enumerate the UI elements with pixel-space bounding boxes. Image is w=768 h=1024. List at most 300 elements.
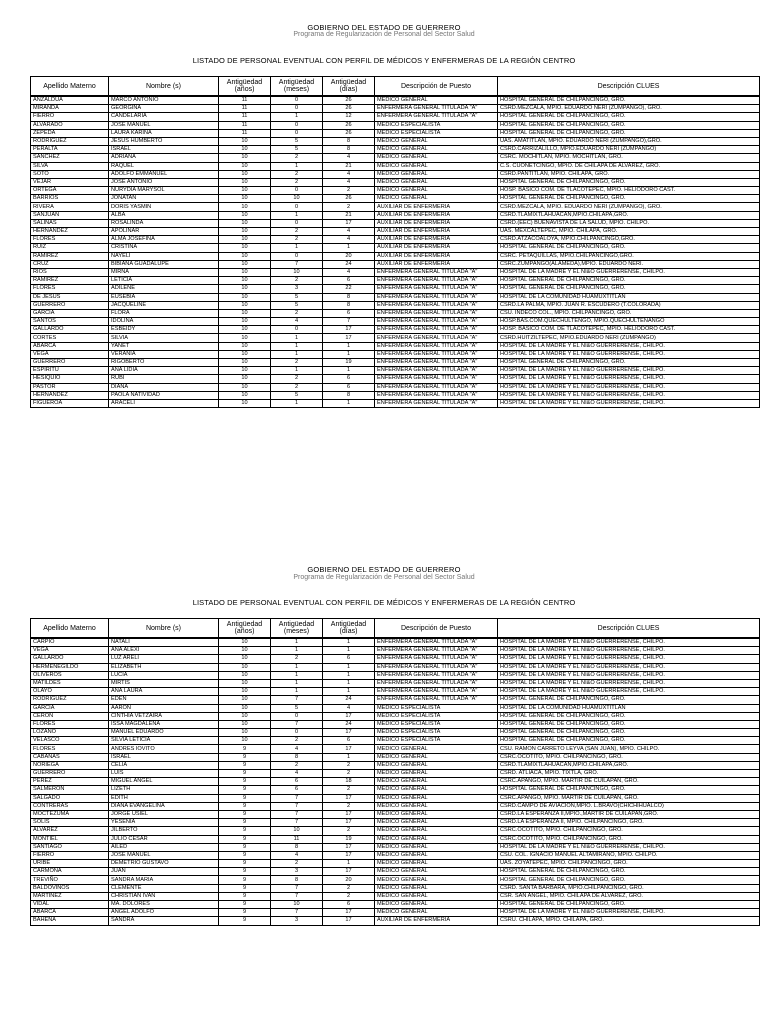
descripcion-clues-cell: HOSP.BAS.COM.QUECHULTENGO, MPIO.QUECHULTENANGO	[498, 318, 760, 326]
antiguedad-dias-cell: 21	[323, 211, 375, 219]
descripcion-clues-cell: CSRD.(EEC) BUENAVISTA DE LA SALUD, MPIO. CHILPO.	[498, 219, 760, 227]
nombre-cell: ELIZABETH	[109, 663, 219, 671]
descripcion-puesto-cell: MEDICO ESPECIALISTA	[375, 720, 498, 728]
table-row	[31, 252, 760, 260]
descripcion-clues-cell: CSRD.MEZCALA, MPIO. EDUARDO NERI (ZUMPANGO), GRO.	[498, 203, 760, 211]
antiguedad-meses-cell: 1	[271, 679, 323, 687]
antiguedad-anos-cell: 10	[219, 391, 271, 399]
apellido-materno-cell: BALDOVINOS	[31, 884, 109, 892]
descripcion-clues-cell: CSU. COL. IGNACIO MANUEL ALTAMIRANO, MPIO. CHILPO.	[498, 851, 760, 859]
apellido-materno-cell: TREVIÑO	[31, 876, 109, 884]
table-row	[31, 277, 760, 285]
antiguedad-dias-cell: 17	[323, 794, 375, 802]
apellido-materno-cell: FIGUEROA	[31, 399, 109, 407]
antiguedad-meses-cell: 0	[271, 729, 323, 737]
descripcion-puesto-cell: ENFERMERA GENERAL TITULADA "A"	[375, 285, 498, 293]
descripcion-clues-cell: CSRC.ZUMPANGO(ALAMEDA),MPIO. EDUARDO NERI.	[498, 260, 760, 268]
antiguedad-dias-cell: 4	[323, 704, 375, 712]
descripcion-clues-cell: CSU. INDECO COL., MPIO. CHILPANCINGO, GRO.	[498, 309, 760, 317]
antiguedad-anos-cell: 10	[219, 704, 271, 712]
descripcion-clues-cell: HOSPITAL DE LA MADRE Y EL NI&O GUERRERENSE, CHILPO.	[498, 688, 760, 696]
descripcion-puesto-cell: ENFERMERA GENERAL TITULADA "A"	[375, 293, 498, 301]
descripcion-clues-cell: CSRC.APANGO, MPIO. MARTIR DE CUILAPAN, GRO.	[498, 778, 760, 786]
apellido-materno-cell: RIVERA	[31, 203, 109, 211]
table-row	[31, 228, 760, 236]
table-row	[31, 884, 760, 892]
apellido-materno-cell: RODRIGUEZ	[31, 696, 109, 704]
antiguedad-dias-cell: 26	[323, 105, 375, 113]
nombre-cell: SILVIA	[109, 334, 219, 342]
antiguedad-dias-cell: 1	[323, 753, 375, 761]
antiguedad-meses-cell: 1	[271, 334, 323, 342]
table-row	[31, 655, 760, 663]
descripcion-puesto-cell: AUXILIAR DE ENFERMERIA	[375, 203, 498, 211]
nombre-cell: APOLINAR	[109, 228, 219, 236]
antiguedad-dias-cell: 18	[323, 778, 375, 786]
table-row	[31, 737, 760, 745]
table-row	[31, 786, 760, 794]
apellido-materno-cell: HERNANDEZ	[31, 228, 109, 236]
table-row	[31, 359, 760, 367]
descripcion-puesto-cell: MEDICO GENERAL	[375, 96, 498, 105]
apellido-materno-cell: SALGADO	[31, 794, 109, 802]
descripcion-puesto-cell: MEDICO GENERAL	[375, 170, 498, 178]
apellido-materno-cell: SOTO	[31, 170, 109, 178]
nombre-cell: JACQUELINE	[109, 301, 219, 309]
antiguedad-dias-cell: 22	[323, 285, 375, 293]
antiguedad-dias-cell: 17	[323, 909, 375, 917]
antiguedad-anos-cell: 10	[219, 679, 271, 687]
apellido-materno-cell: VEJAR	[31, 178, 109, 186]
program-subtitle: Programa de Regularización de Personal del Sector Salud	[293, 31, 475, 38]
table-row	[31, 195, 760, 203]
antiguedad-meses-cell: 7	[271, 720, 323, 728]
antiguedad-anos-cell: 10	[219, 154, 271, 162]
personnel-table	[30, 76, 760, 408]
descripcion-puesto-cell: MEDICO GENERAL	[375, 794, 498, 802]
nombre-cell: CANDELARIA	[109, 113, 219, 121]
antiguedad-anos-cell: 9	[219, 917, 271, 925]
table-row	[31, 375, 760, 383]
antiguedad-meses-cell: 2	[271, 359, 323, 367]
antiguedad-meses-cell: 0	[271, 219, 323, 227]
descripcion-clues-cell: CSRC.OCOTITO, MPIO. CHILPANCINGO, GRO.	[498, 827, 760, 835]
antiguedad-anos-cell: 10	[219, 367, 271, 375]
antiguedad-anos-cell: 9	[219, 786, 271, 794]
descripcion-clues-cell: HOSPITAL DE LA COMUNIDAD HUAMUXTITLAN	[498, 293, 760, 301]
antiguedad-meses-cell: 5	[271, 137, 323, 145]
antiguedad-dias-cell: 1	[323, 399, 375, 407]
nombre-cell: SANDRA	[109, 917, 219, 925]
nombre-cell: MIRNA	[109, 268, 219, 276]
descripcion-clues-cell: HOSPITAL GENERAL DE CHILPANCINGO, GRO.	[498, 129, 760, 137]
descripcion-clues-cell: CSRC.OCOTITO, MPIO. CHILPANCINGO, GRO.	[498, 835, 760, 843]
antiguedad-anos-cell: 10	[219, 260, 271, 268]
table-row	[31, 170, 760, 178]
apellido-materno-cell: BARRIOS	[31, 195, 109, 203]
descripcion-clues-cell: HOSPITAL DE LA MADRE Y EL NI&O GUERRERENSE, CHILPO.	[498, 268, 760, 276]
descripcion-puesto-cell: MEDICO GENERAL	[375, 137, 498, 145]
apellido-materno-cell: GARCIA	[31, 309, 109, 317]
apellido-materno-cell: ABARCA	[31, 342, 109, 350]
apellido-materno-cell: RUIZ	[31, 244, 109, 252]
antiguedad-meses-cell: 4	[271, 318, 323, 326]
nombre-cell: ISSA MAGDALENA	[109, 720, 219, 728]
apellido-materno-cell: OLIVEROS	[31, 671, 109, 679]
descripcion-puesto-cell: ENFERMERA GENERAL TITULADA "A"	[375, 334, 498, 342]
antiguedad-dias-cell: 8	[323, 146, 375, 154]
descripcion-clues-cell: HOSPITAL GENERAL DE CHILPANCINGO, GRO.	[498, 901, 760, 909]
descripcion-puesto-cell: MEDICO GENERAL	[375, 892, 498, 900]
antiguedad-meses-cell: 7	[271, 794, 323, 802]
apellido-materno-cell: ORTEGA	[31, 187, 109, 195]
nombre-cell: ANGEL ADOLFO	[109, 909, 219, 917]
antiguedad-anos-cell: 9	[219, 802, 271, 810]
antiguedad-meses-cell: 0	[271, 326, 323, 334]
antiguedad-dias-cell: 4	[323, 228, 375, 236]
descripcion-clues-cell: HOSPITAL DE LA MADRE Y EL NI&O GUERRERENSE, CHILPO.	[498, 679, 760, 687]
antiguedad-anos-cell: 11	[219, 96, 271, 105]
col-antiguedad-dias: Antigüedad (días)	[323, 77, 375, 97]
table-row	[31, 794, 760, 802]
antiguedad-anos-cell: 9	[219, 892, 271, 900]
nombre-cell: JUAN	[109, 868, 219, 876]
table-row	[31, 342, 760, 350]
antiguedad-anos-cell: 10	[219, 187, 271, 195]
antiguedad-meses-cell: 1	[271, 671, 323, 679]
nombre-cell: CELIA	[109, 761, 219, 769]
table-row	[31, 146, 760, 154]
antiguedad-dias-cell: 4	[323, 178, 375, 186]
antiguedad-dias-cell: 26	[323, 96, 375, 105]
descripcion-puesto-cell: MEDICO GENERAL	[375, 778, 498, 786]
nombre-cell: DIANA EVANGELINA	[109, 802, 219, 810]
descripcion-clues-cell: HOSPITAL DE LA MADRE Y EL NI&O GUERRERENSE, CHILPO.	[498, 367, 760, 375]
nombre-cell: YANET	[109, 342, 219, 350]
nombre-cell: ISRAEL	[109, 146, 219, 154]
antiguedad-meses-cell: 1	[271, 647, 323, 655]
nombre-cell: RIGOBERTO	[109, 359, 219, 367]
antiguedad-anos-cell: 10	[219, 285, 271, 293]
apellido-materno-cell: SANTIAGO	[31, 843, 109, 851]
descripcion-puesto-cell: ENFERMERA GENERAL TITULADA "A"	[375, 679, 498, 687]
antiguedad-dias-cell: 17	[323, 729, 375, 737]
nombre-cell: LUCIA	[109, 671, 219, 679]
antiguedad-anos-cell: 10	[219, 318, 271, 326]
table-row	[31, 96, 760, 105]
table-row	[31, 219, 760, 227]
antiguedad-meses-cell: 3	[271, 868, 323, 876]
descripcion-clues-cell: CSRC. MOCHITLAN, MPIO. MOCHITLAN, GRO.	[498, 154, 760, 162]
antiguedad-meses-cell: 7	[271, 884, 323, 892]
antiguedad-meses-cell: 7	[271, 696, 323, 704]
nombre-cell: ANA LAURA	[109, 688, 219, 696]
descripcion-clues-cell: CSRD.LA ESPERANZA II,MPIO.,MARTIR DE CUILAPAN,GRO.	[498, 810, 760, 818]
antiguedad-meses-cell: 4	[271, 851, 323, 859]
nombre-cell: LUZ ARELI	[109, 655, 219, 663]
apellido-materno-cell: MATILDES	[31, 679, 109, 687]
col-antiguedad-meses: Antigüedad (meses)	[271, 619, 323, 639]
nombre-cell: ROSALINDA	[109, 219, 219, 227]
descripcion-puesto-cell: ENFERMERA GENERAL TITULADA "A"	[375, 375, 498, 383]
antiguedad-anos-cell: 10	[219, 170, 271, 178]
descripcion-clues-cell: CSRC. PETAQUILLAS, MPIO.CHILPANCINGO,GRO.	[498, 252, 760, 260]
table-row	[31, 638, 760, 647]
table-row	[31, 778, 760, 786]
antiguedad-meses-cell: 1	[271, 688, 323, 696]
apellido-materno-cell: PERALTA	[31, 146, 109, 154]
nombre-cell: ARACELI	[109, 399, 219, 407]
nombre-cell: EUSEBIA	[109, 293, 219, 301]
apellido-materno-cell: GUERRERO	[31, 301, 109, 309]
antiguedad-anos-cell: 10	[219, 277, 271, 285]
antiguedad-meses-cell: 4	[271, 745, 323, 753]
descripcion-puesto-cell: MEDICO GENERAL	[375, 851, 498, 859]
antiguedad-dias-cell: 17	[323, 868, 375, 876]
descripcion-clues-cell: CSRD.PANTITLAN, MPIO. CHILAPA, GRO.	[498, 170, 760, 178]
descripcion-puesto-cell: MEDICO GENERAL	[375, 876, 498, 884]
antiguedad-anos-cell: 10	[219, 228, 271, 236]
nombre-cell: ANA LIDIA	[109, 367, 219, 375]
descripcion-clues-cell: CSRD.MEZCALA, MPIO. EDUARDO NERI (ZUMPANGO), GRO.	[498, 105, 760, 113]
table-row	[31, 260, 760, 268]
antiguedad-dias-cell: 19	[323, 835, 375, 843]
antiguedad-dias-cell: 2	[323, 802, 375, 810]
antiguedad-dias-cell: 4	[323, 170, 375, 178]
antiguedad-dias-cell: 17	[323, 819, 375, 827]
antiguedad-dias-cell: 1	[323, 860, 375, 868]
nombre-cell: MARCO ANTONIO	[109, 96, 219, 105]
antiguedad-dias-cell: 2	[323, 786, 375, 794]
col-antiguedad-dias: Antigüedad (días)	[323, 619, 375, 639]
nombre-cell: EDEN	[109, 696, 219, 704]
apellido-materno-cell: GALLARDO	[31, 326, 109, 334]
descripcion-clues-cell: CSRD.ATZACOALOYA, MPIO.CHILPANCINGO,GRO.	[498, 236, 760, 244]
table-row	[31, 671, 760, 679]
antiguedad-meses-cell: 0	[271, 712, 323, 720]
descripcion-puesto-cell: AUXILIAR DE ENFERMERIA	[375, 917, 498, 925]
antiguedad-meses-cell: 8	[271, 753, 323, 761]
table-row	[31, 729, 760, 737]
nombre-cell: ESBEIDY	[109, 326, 219, 334]
apellido-materno-cell: CARMONA	[31, 868, 109, 876]
apellido-materno-cell: FLORES	[31, 236, 109, 244]
descripcion-clues-cell: HOSPITAL DE LA MADRE Y EL NI&O GUERRERENSE, CHILPO.	[498, 350, 760, 358]
nombre-cell: AILED	[109, 843, 219, 851]
antiguedad-anos-cell: 9	[219, 876, 271, 884]
descripcion-puesto-cell: MEDICO ESPECIALISTA	[375, 737, 498, 745]
apellido-materno-cell: VEGA	[31, 647, 109, 655]
descripcion-clues-cell: HOSPITAL DE LA MADRE Y EL NI&O GUERRERENSE, CHILPO.	[498, 663, 760, 671]
nombre-cell: CRISTINA	[109, 244, 219, 252]
government-title: GOBIERNO DEL ESTADO DE GUERRERO	[307, 23, 461, 32]
apellido-materno-cell: PEREZ	[31, 778, 109, 786]
descripcion-puesto-cell: MEDICO ESPECIALISTA	[375, 121, 498, 129]
descripcion-puesto-cell: MEDICO GENERAL	[375, 154, 498, 162]
nombre-cell: ALBA	[109, 211, 219, 219]
table-row	[31, 399, 760, 407]
descripcion-puesto-cell: MEDICO GENERAL	[375, 909, 498, 917]
nombre-cell: GEORGINA	[109, 105, 219, 113]
apellido-materno-cell: MONTIEL	[31, 835, 109, 843]
descripcion-puesto-cell: MEDICO ESPECIALISTA	[375, 729, 498, 737]
apellido-materno-cell: MARTINEZ	[31, 892, 109, 900]
antiguedad-meses-cell: 5	[271, 301, 323, 309]
antiguedad-dias-cell: 21	[323, 162, 375, 170]
descripcion-puesto-cell: ENFERMERA GENERAL TITULADA "A"	[375, 696, 498, 704]
descripcion-puesto-cell: ENFERMERA GENERAL TITULADA "A"	[375, 309, 498, 317]
antiguedad-meses-cell: 2	[271, 277, 323, 285]
table-row	[31, 367, 760, 375]
descripcion-clues-cell: CSRD. SANTA BARBARA, MPIO.CHILPANCINGO, GRO.	[498, 884, 760, 892]
apellido-materno-cell: SILVA	[31, 162, 109, 170]
antiguedad-dias-cell: 17	[323, 712, 375, 720]
antiguedad-anos-cell: 10	[219, 350, 271, 358]
antiguedad-dias-cell: 24	[323, 696, 375, 704]
nombre-cell: JILBERTO	[109, 827, 219, 835]
table-body	[31, 638, 760, 925]
descripcion-clues-cell: UAS. MEXCALTEPEC, MPIO. CHILAPA, GRO.	[498, 228, 760, 236]
antiguedad-dias-cell: 6	[323, 309, 375, 317]
apellido-materno-cell: HESIQUIO	[31, 375, 109, 383]
antiguedad-meses-cell: 10	[271, 827, 323, 835]
col-descripcion-clues: Descripción CLUES	[498, 619, 760, 639]
antiguedad-meses-cell: 1	[271, 342, 323, 350]
table-row	[31, 268, 760, 276]
antiguedad-anos-cell: 9	[219, 770, 271, 778]
table-row	[31, 318, 760, 326]
descripcion-clues-cell: CSRD.LA ESPERANZA II, MPIO. CHILPANCINGO, GRO.	[498, 819, 760, 827]
table-row	[31, 129, 760, 137]
antiguedad-dias-cell: 17	[323, 334, 375, 342]
apellido-materno-cell: CARPIO	[31, 638, 109, 647]
antiguedad-meses-cell: 5	[271, 391, 323, 399]
antiguedad-meses-cell: 10	[271, 268, 323, 276]
antiguedad-dias-cell: 17	[323, 810, 375, 818]
descripcion-puesto-cell: MEDICO GENERAL	[375, 802, 498, 810]
antiguedad-meses-cell: 10	[271, 195, 323, 203]
antiguedad-dias-cell: 1	[323, 663, 375, 671]
antiguedad-meses-cell: 7	[271, 802, 323, 810]
nombre-cell: RUBI	[109, 375, 219, 383]
apellido-materno-cell: NORIEGA	[31, 761, 109, 769]
col-descripcion-clues: Descripción CLUES	[498, 77, 760, 97]
descripcion-clues-cell: HOSPITAL DE LA MADRE Y EL NI&O GUERRERENSE, CHILPO.	[498, 655, 760, 663]
descripcion-clues-cell: CSRC.OCOTITO, MPIO. CHILPANCINGO, GRO.	[498, 753, 760, 761]
table-row	[31, 901, 760, 909]
descripcion-puesto-cell: AUXILIAR DE ENFERMERIA	[375, 236, 498, 244]
antiguedad-meses-cell: 3	[271, 917, 323, 925]
table-row	[31, 745, 760, 753]
antiguedad-meses-cell: 2	[271, 309, 323, 317]
descripcion-puesto-cell: ENFERMERA GENERAL TITULADA "A"	[375, 318, 498, 326]
table-row	[31, 663, 760, 671]
antiguedad-meses-cell: 8	[271, 876, 323, 884]
descripcion-clues-cell: HOSPITAL GENERAL DE CHILPANCINGO, GRO.	[498, 696, 760, 704]
antiguedad-anos-cell: 9	[219, 843, 271, 851]
antiguedad-dias-cell: 1	[323, 647, 375, 655]
antiguedad-anos-cell: 9	[219, 868, 271, 876]
antiguedad-meses-cell: 2	[271, 154, 323, 162]
antiguedad-anos-cell: 9	[219, 745, 271, 753]
antiguedad-dias-cell: 4	[323, 268, 375, 276]
descripcion-puesto-cell: AUXILIAR DE ENFERMERIA	[375, 228, 498, 236]
descripcion-puesto-cell: MEDICO GENERAL	[375, 860, 498, 868]
apellido-materno-cell: MIRANDA	[31, 105, 109, 113]
nombre-cell: NAYELI	[109, 252, 219, 260]
descripcion-clues-cell: HOSPITAL GENERAL DE CHILPANCINGO, GRO.	[498, 720, 760, 728]
nombre-cell: NATALI	[109, 638, 219, 647]
antiguedad-dias-cell: 20	[323, 252, 375, 260]
col-nombre: Nombre (s)	[109, 77, 219, 97]
apellido-materno-cell: SANCHEZ	[31, 154, 109, 162]
descripcion-puesto-cell: MEDICO GENERAL	[375, 753, 498, 761]
antiguedad-meses-cell: 1	[271, 663, 323, 671]
descripcion-clues-cell: HOSPITAL DE LA MADRE Y EL NI&O GUERRERENSE, CHILPO.	[498, 671, 760, 679]
antiguedad-dias-cell: 2	[323, 827, 375, 835]
apellido-materno-cell: FIERRO	[31, 851, 109, 859]
descripcion-clues-cell: HOSPITAL GENERAL DE CHILPANCINGO, GRO.	[498, 786, 760, 794]
descripcion-clues-cell: HOSPITAL GENERAL DE CHILPANCINGO, GRO.	[498, 195, 760, 203]
table-row	[31, 137, 760, 145]
antiguedad-anos-cell: 10	[219, 301, 271, 309]
antiguedad-anos-cell: 10	[219, 195, 271, 203]
antiguedad-meses-cell: 2	[271, 170, 323, 178]
antiguedad-dias-cell: 12	[323, 113, 375, 121]
descripcion-puesto-cell: MEDICO GENERAL	[375, 178, 498, 186]
antiguedad-dias-cell: 6	[323, 655, 375, 663]
nombre-cell: LIZETH	[109, 786, 219, 794]
descripcion-puesto-cell: AUXILIAR DE ENFERMERIA	[375, 219, 498, 227]
antiguedad-meses-cell: 2	[271, 375, 323, 383]
antiguedad-anos-cell: 9	[219, 909, 271, 917]
nombre-cell: SILVIA LETICIA	[109, 737, 219, 745]
descripcion-puesto-cell: AUXILIAR DE ENFERMERIA	[375, 211, 498, 219]
antiguedad-anos-cell: 10	[219, 162, 271, 170]
apellido-materno-cell: VEGA	[31, 350, 109, 358]
antiguedad-anos-cell: 10	[219, 638, 271, 647]
antiguedad-dias-cell: 2	[323, 203, 375, 211]
antiguedad-anos-cell: 9	[219, 810, 271, 818]
antiguedad-anos-cell: 11	[219, 121, 271, 129]
antiguedad-meses-cell: 2	[271, 860, 323, 868]
descripcion-puesto-cell: ENFERMERA GENERAL TITULADA "A"	[375, 342, 498, 350]
apellido-materno-cell: OLAYO	[31, 688, 109, 696]
nombre-cell: LUIS	[109, 770, 219, 778]
antiguedad-meses-cell: 5	[271, 146, 323, 154]
col-nombre: Nombre (s)	[109, 619, 219, 639]
nombre-cell: BIBIANA GUADALUPE	[109, 260, 219, 268]
table-header-row	[31, 77, 760, 97]
antiguedad-anos-cell: 10	[219, 293, 271, 301]
nombre-cell: JOSE MANUEL	[109, 121, 219, 129]
antiguedad-meses-cell: 6	[271, 786, 323, 794]
table-row	[31, 236, 760, 244]
table-row	[31, 761, 760, 769]
col-apellido-materno: Apellido Materno	[31, 77, 109, 97]
nombre-cell: JOSE MANUEL	[109, 851, 219, 859]
antiguedad-anos-cell: 10	[219, 203, 271, 211]
antiguedad-anos-cell: 10	[219, 334, 271, 342]
apellido-materno-cell: ALVARADO	[31, 121, 109, 129]
antiguedad-dias-cell: 6	[323, 901, 375, 909]
antiguedad-anos-cell: 10	[219, 375, 271, 383]
descripcion-puesto-cell: ENFERMERA GENERAL TITULADA "A"	[375, 638, 498, 647]
descripcion-puesto-cell: MEDICO ESPECIALISTA	[375, 704, 498, 712]
antiguedad-anos-cell: 11	[219, 113, 271, 121]
descripcion-clues-cell: HOSPITAL GENERAL DE CHILPANCINGO, GRO.	[498, 244, 760, 252]
apellido-materno-cell: FLORES	[31, 745, 109, 753]
